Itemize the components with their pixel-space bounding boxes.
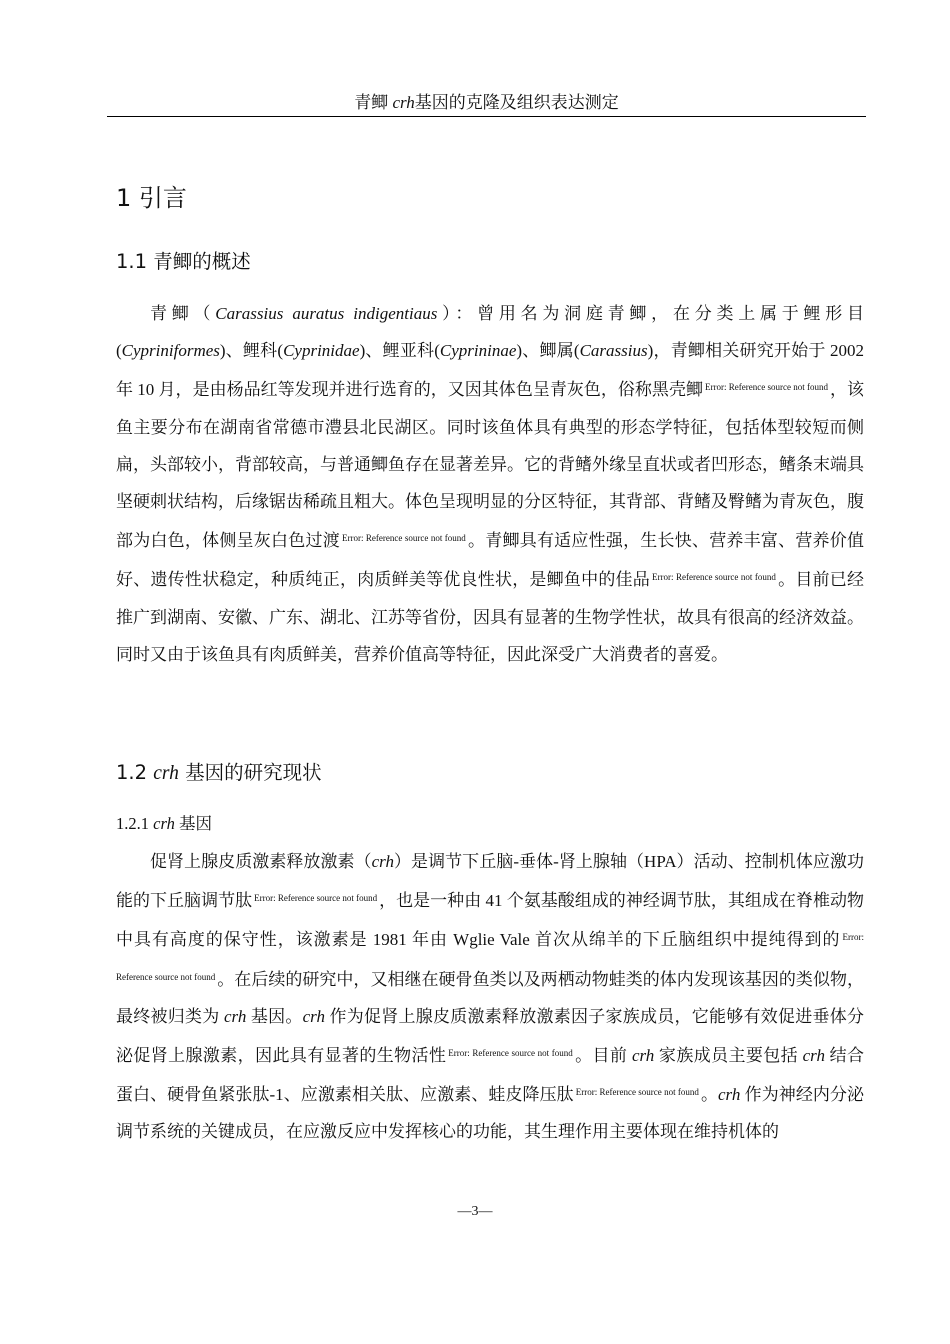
reference-error: Error: Reference source not found xyxy=(448,1048,573,1059)
page-number: —3— xyxy=(457,1204,493,1219)
header-pre: 青鲫 xyxy=(354,93,393,112)
reference-error: Error: Reference source not found xyxy=(575,1087,699,1098)
text-run: ）：曾用名为洞庭青鲫，在分类上属于鲤形目( xyxy=(116,304,865,361)
text-run: ，该鱼主要分布在湖南省常德市澧县北民湖区。同时该鱼体具有典型的形态学特征，包括体型较短而侧扁，头部较小，背部较高，与普通鲫鱼存在显著差异。它的背鳍外缘呈直状或者凹形态，鳍条末端具坚硬刺状结构，后缘锯齿稀疏且粗大。体色呈现明显的分区特征，其背部、背鳍及臀鳍为青灰色，腹部为白色，体侧呈灰白色过渡 xyxy=(116,380,864,551)
text-run: ，也是一种由 41 个氨基酸组成的神经调节肽，其组成在脊椎动物中具有高度的保守性，该激素是 1981 年由 Wglie Vale 首次从绵羊的下丘脑组织中提纯得到的 xyxy=(116,891,864,950)
reference-error: Error: Reference source not found xyxy=(116,932,864,982)
running-header xyxy=(107,92,866,117)
text-run-italic: crh xyxy=(802,1046,825,1066)
header-italic: crh xyxy=(392,93,415,112)
text-run: 基因。 xyxy=(246,1006,303,1026)
text-run: 作为神经内分泌调节系统的关键成员，在应激反应中发挥核心的功能，其生理作用主要体现在维持机体的 xyxy=(116,1085,865,1142)
paragraph-crh-gene xyxy=(116,843,864,1151)
text-run-italic: crh xyxy=(718,1085,741,1105)
text-run-italic: crh xyxy=(302,1006,325,1026)
text-run: 。 xyxy=(700,1085,719,1105)
text-run: 。青鲫具有适应性强，生长快、营养丰富、营养价值好、遗传性状稳定，种质纯正，肉质鲜美等优良性状，是鲫鱼中的佳品 xyxy=(116,531,865,590)
text-run-italic: Cyprinidae xyxy=(283,341,360,361)
heading-gene-name: crh xyxy=(153,814,175,833)
text-run-italic: Cyprininae xyxy=(439,341,517,361)
text-run: )，青鲫相关研究开始于 2002 年 10 月，是由杨品红等发现并进行选育的，又因其体色呈青灰色，俗称黑壳鲫 xyxy=(116,341,864,400)
section-1-2-heading xyxy=(116,760,322,787)
text-run-italic: crh xyxy=(371,852,394,871)
text-run-italic: Cypriniformes xyxy=(121,341,220,361)
paragraph-qingji-overview xyxy=(116,295,864,673)
heading-number: 1.2 xyxy=(116,761,154,784)
heading-text: 基因的研究现状 xyxy=(178,761,322,784)
text-run-italic: crh xyxy=(224,1006,247,1026)
heading-gene-name: crh xyxy=(153,763,179,784)
text-run: )、鲫属( xyxy=(516,341,580,361)
text-run: 家族成员主要包括 xyxy=(654,1046,803,1066)
reference-error: Error: Reference source not found xyxy=(254,893,378,904)
text-run: 。目前 xyxy=(574,1046,632,1066)
text-run: )、鲤亚科( xyxy=(359,341,440,361)
section-1-1-heading: 1.1 青鲫的概述 xyxy=(116,250,251,273)
text-run: )、鲤科( xyxy=(219,341,284,361)
text-run: 。在后续的研究中，又相继在硬骨鱼类以及两栖动物蛙类的体内发现该基因的类似物，最终被归类为 xyxy=(116,969,864,1026)
section-1-2-1-heading xyxy=(116,813,212,835)
text-run: ）是调节下丘脑-垂体-肾上腺轴（HPA）活动、控制机体应激功能的下丘脑调节肽 xyxy=(116,852,864,911)
text-run: 结合蛋白、硬骨鱼紧张肽-1、应激素相关肽、应激素、蛙皮降压肽 xyxy=(116,1046,865,1105)
header-post: 基因的克隆及组织表达测定 xyxy=(414,93,619,112)
section-1-heading: 1 引言 xyxy=(116,184,187,212)
text-run-italic: Carassius auratus indigentiaus xyxy=(215,304,438,323)
text-run-italic: Carassius xyxy=(579,341,648,361)
text-run: 作为促肾上腺皮质激素释放激素因子家族成员，它能够有效促进垂体分泌促肾上腺激素，因此具有显著的生物活性 xyxy=(116,1006,865,1066)
reference-error: Error: Reference source not found xyxy=(704,382,828,393)
reference-error: Error: Reference source not found xyxy=(341,533,466,544)
text-run: 促肾上腺皮质激素释放激素（ xyxy=(150,852,372,871)
heading-number: 1.2.1 xyxy=(116,814,154,833)
reference-error: Error: Reference source not found xyxy=(652,572,776,583)
heading-text: 基因 xyxy=(174,814,212,833)
text-run: 青鲫（ xyxy=(150,304,216,323)
text-run-italic: crh xyxy=(631,1046,655,1066)
text-run: 。目前已经推广到湖南、安徽、广东、湖北、江苏等省份，因具有显著的生物学性状，故具有很高的经济效益。同时又由于该鱼具有肉质鲜美，营养价值高等特征，因此深受广大消费者的喜爱。 xyxy=(116,570,865,664)
